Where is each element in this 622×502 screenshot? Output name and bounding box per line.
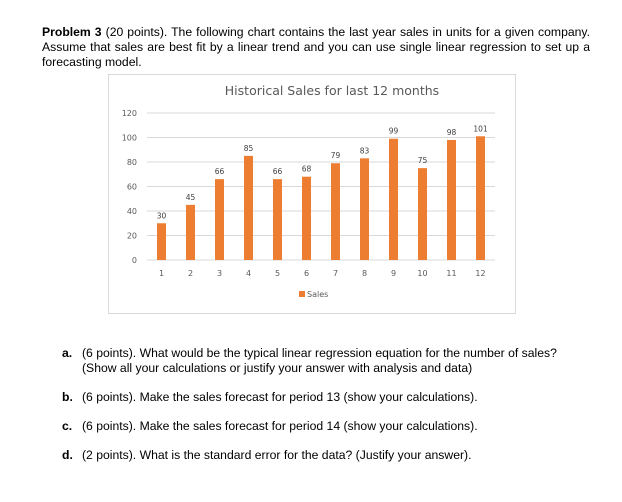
data-label: 75 <box>417 156 428 166</box>
bar <box>389 139 398 260</box>
question-text: (6 points). What would be the typical linear regression equation for the number of sales? (Show all your calculations or justify your answer with analysis and data) <box>82 346 557 375</box>
data-label: 85 <box>243 143 254 153</box>
bar <box>418 168 427 260</box>
y-tick-label: 120 <box>121 109 137 118</box>
x-tick-label: 11 <box>446 269 457 278</box>
x-tick-label: 5 <box>274 269 281 278</box>
bar <box>331 163 340 260</box>
question-letter: a. <box>62 346 73 360</box>
data-label: 66 <box>214 167 225 177</box>
problem-statement <box>42 25 590 70</box>
bar <box>302 177 311 260</box>
question-a <box>62 346 572 376</box>
x-tick-label: 10 <box>417 269 428 278</box>
question-text: (2 points). What is the standard error for the data? (Justify your answer). <box>82 448 472 462</box>
data-label: 79 <box>330 151 341 161</box>
y-tick-label: 0 <box>131 256 137 265</box>
problem-heading: Problem 3 <box>42 25 102 39</box>
bar <box>273 179 282 260</box>
question-letter: d. <box>62 448 73 462</box>
bar <box>215 179 224 260</box>
y-tick-label: 60 <box>126 182 137 192</box>
data-label: 45 <box>185 192 196 202</box>
data-label: 30 <box>156 211 167 221</box>
x-tick-label: 3 <box>216 269 223 278</box>
bar <box>244 156 253 260</box>
x-tick-label: 7 <box>332 269 339 278</box>
question-letter: b. <box>62 390 73 404</box>
x-tick-label: 6 <box>303 269 310 278</box>
data-label: 83 <box>359 146 370 156</box>
question-d <box>62 448 572 463</box>
data-label: 99 <box>388 126 399 136</box>
legend-swatch <box>299 291 305 297</box>
bar <box>447 140 456 260</box>
bar <box>186 205 195 260</box>
question-list <box>62 346 572 477</box>
data-label: 68 <box>301 164 312 174</box>
x-tick-label: 12 <box>475 269 486 278</box>
y-tick-label: 100 <box>121 133 137 143</box>
bar <box>476 136 485 260</box>
x-tick-label: 9 <box>390 269 397 278</box>
bar <box>157 223 166 260</box>
sales-chart-svg <box>109 75 515 313</box>
question-c <box>62 419 572 434</box>
y-tick-label: 40 <box>126 207 137 216</box>
data-label: 98 <box>446 127 457 137</box>
problem-text: The following chart contains the last year sales in units for a given company. Assume that sales are best fit by a linear trend and you can use single linear regression to set up a forecasting model. <box>42 25 590 69</box>
y-tick-label: 80 <box>126 158 137 167</box>
bar <box>360 158 369 260</box>
y-tick-label: 20 <box>126 231 137 241</box>
x-tick-label: 4 <box>245 269 252 278</box>
legend-label: Sales <box>307 290 329 299</box>
data-label: 66 <box>272 167 283 177</box>
problem-points: (20 points). <box>105 25 168 39</box>
chart-title: Historical Sales for last 12 months <box>224 83 440 98</box>
question-letter: c. <box>62 419 73 433</box>
question-text: (6 points). Make the sales forecast for period 14 (show your calculations). <box>82 419 478 433</box>
sales-chart <box>108 74 516 314</box>
question-b <box>62 390 572 405</box>
question-text: (6 points). Make the sales forecast for period 13 (show your calculations). <box>82 390 478 404</box>
x-tick-label: 1 <box>158 269 165 278</box>
data-label: 101 <box>473 124 488 134</box>
x-tick-label: 8 <box>361 269 368 278</box>
x-tick-label: 2 <box>187 269 194 278</box>
